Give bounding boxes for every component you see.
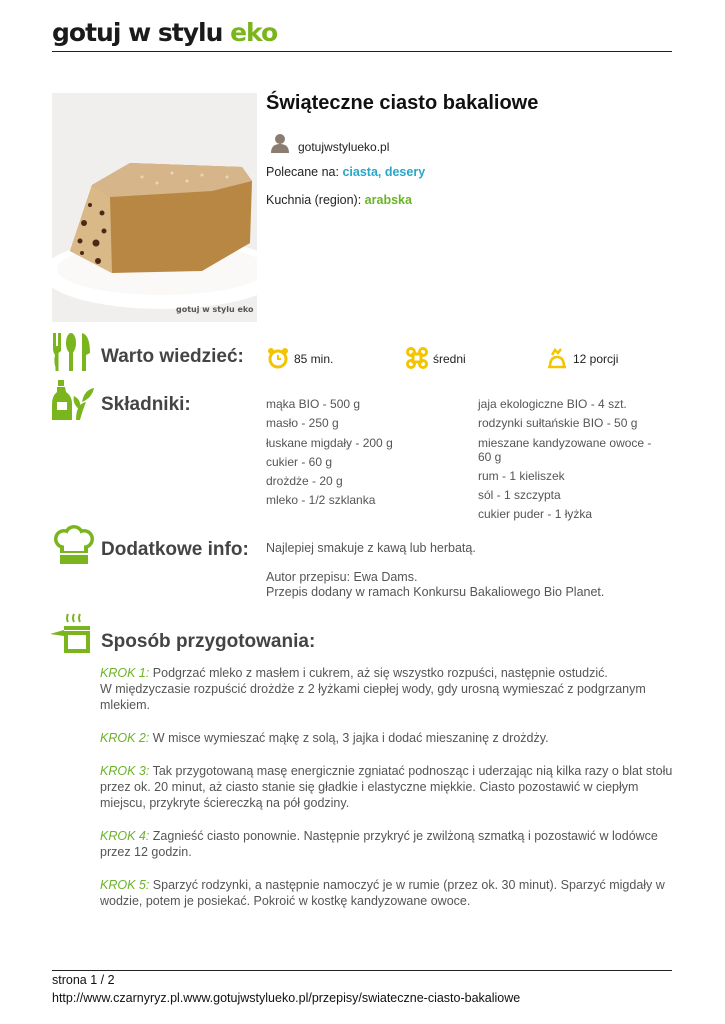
photo-watermark: gotuj w stylu eko [176,305,254,314]
recommended-for [266,165,425,179]
prep-time: 85 min. [294,352,334,366]
cutlery-icon [52,333,92,376]
command-icon [406,347,428,374]
ingredient-item: rum - 1 kieliszek [478,468,565,483]
step-5 [100,877,685,909]
step-3 [100,763,685,811]
logo-accent: eko [230,18,278,47]
difficulty: średni [433,352,466,366]
user-icon [270,133,290,158]
alarm-clock-icon [267,347,289,374]
site-logo[interactable] [52,18,277,47]
cuisine-label: Kuchnia (region): [266,193,365,207]
source-url[interactable]: http://www.czarnyryz.pl.www.gotujwstylueko.pl/przepisy/swiateczne-ciasto-bakaliowe [52,991,521,1005]
step-text: Podgrzać mleko z masłem i cukrem, aż się wszystko rozpuści, następnie ostudzić. [149,666,608,680]
cooking-pot-icon [50,612,96,661]
ingredients-left [266,395,466,511]
ingredient-item: mieszane kandyzowane owoce - 60 g [478,435,652,464]
step-label: KROK 4: [100,829,150,843]
extra-info-author: Autor przepisu: Ewa Dams. Przepis dodany w ramach Konkursu Bakaliowego Bio Planet. [266,570,605,599]
recommended-link[interactable]: ciasta, desery [342,165,426,179]
step-text: Sparzyć rodzynki, a następnie namoczyć je w rumie (przez ok. 30 minut). Sparzyć migdały w wodzie, potem je posiekać. Pokroić w kostkę kandyzowane owoce. [100,878,665,908]
ingredient-item: cukier - 60 g [266,454,333,469]
step-label: KROK 2: [100,731,150,745]
header-divider [52,51,672,52]
recipe-author[interactable]: gotujwstylueko.pl [298,140,390,154]
ingredients-right [478,395,678,524]
step-1 [100,665,685,713]
recommended-label: Polecane na: [266,165,343,179]
servings: 12 porcji [573,352,619,366]
logo-text: gotuj w stylu [52,18,231,47]
recipe-title: Świąteczne ciasto bakaliowe [266,92,539,114]
chef-hat-icon [52,525,96,570]
section-title-ingredients: Składniki: [101,394,191,415]
section-title-method: Sposób przygotowania: [101,631,316,652]
cuisine-link[interactable]: arabska [364,193,412,207]
step-label: KROK 5: [100,878,150,892]
page-number: strona 1 / 2 [52,973,115,987]
step-text: Tak przygotowaną masę energicznie zgniatać podnosząc i uderzając nią kilka razy o blat stołu przez ok. 20 minut, aż ciasto stanie się gładkie i elastyczne miękkie. Ciasto pozostawić w ciepłym miejscu, przykryte ściereczką na pół godziny. [100,764,673,810]
section-title-worth-knowing: Warto wiedzieć: [101,346,244,367]
servings-icon [546,347,568,374]
footer-divider [52,970,672,971]
ingredient-item: jaja ekologiczne BIO - 4 szt. [478,397,627,411]
ingredient-item: masło - 250 g [266,416,339,431]
ingredients-icon [52,380,96,425]
ingredient-item: cukier puder - 1 łyżka [478,507,593,522]
step-2 [100,730,685,746]
extra-info-tip: Najlepiej smakuje z kawą lub herbatą. [266,541,476,555]
step-text: W misce wymieszać mąkę z solą, 3 jajka i dodać mieszaninę z drożdży. [149,731,549,745]
step-label: KROK 3: [100,764,150,778]
step-label: KROK 1: [100,666,150,680]
cuisine-region [266,193,412,207]
step-text-continued: W międzyczasie rozpuścić drożdże z 2 łyżkami ciepłej wody, gdy urosną wymieszać z podgrzanym mlekiem. [100,682,646,712]
section-title-extra-info: Dodatkowe info: [101,539,249,560]
ingredient-item: sól - 1 szczypta [478,487,561,502]
ingredient-item: łuskane migdały - 200 g [266,435,393,450]
ingredient-item: mąka BIO - 500 g [266,397,361,411]
recipe-photo [52,93,257,322]
step-4 [100,828,685,860]
ingredient-item: mleko - 1/2 szklanka [266,493,376,508]
step-text: Zagnieść ciasto ponownie. Następnie przykryć je zwilżoną szmatką i pozostawić w lodówce przez 12 godzin. [100,829,658,859]
ingredient-item: rodzynki sułtańskie BIO - 50 g [478,416,638,431]
ingredient-item: drożdże - 20 g [266,474,343,489]
